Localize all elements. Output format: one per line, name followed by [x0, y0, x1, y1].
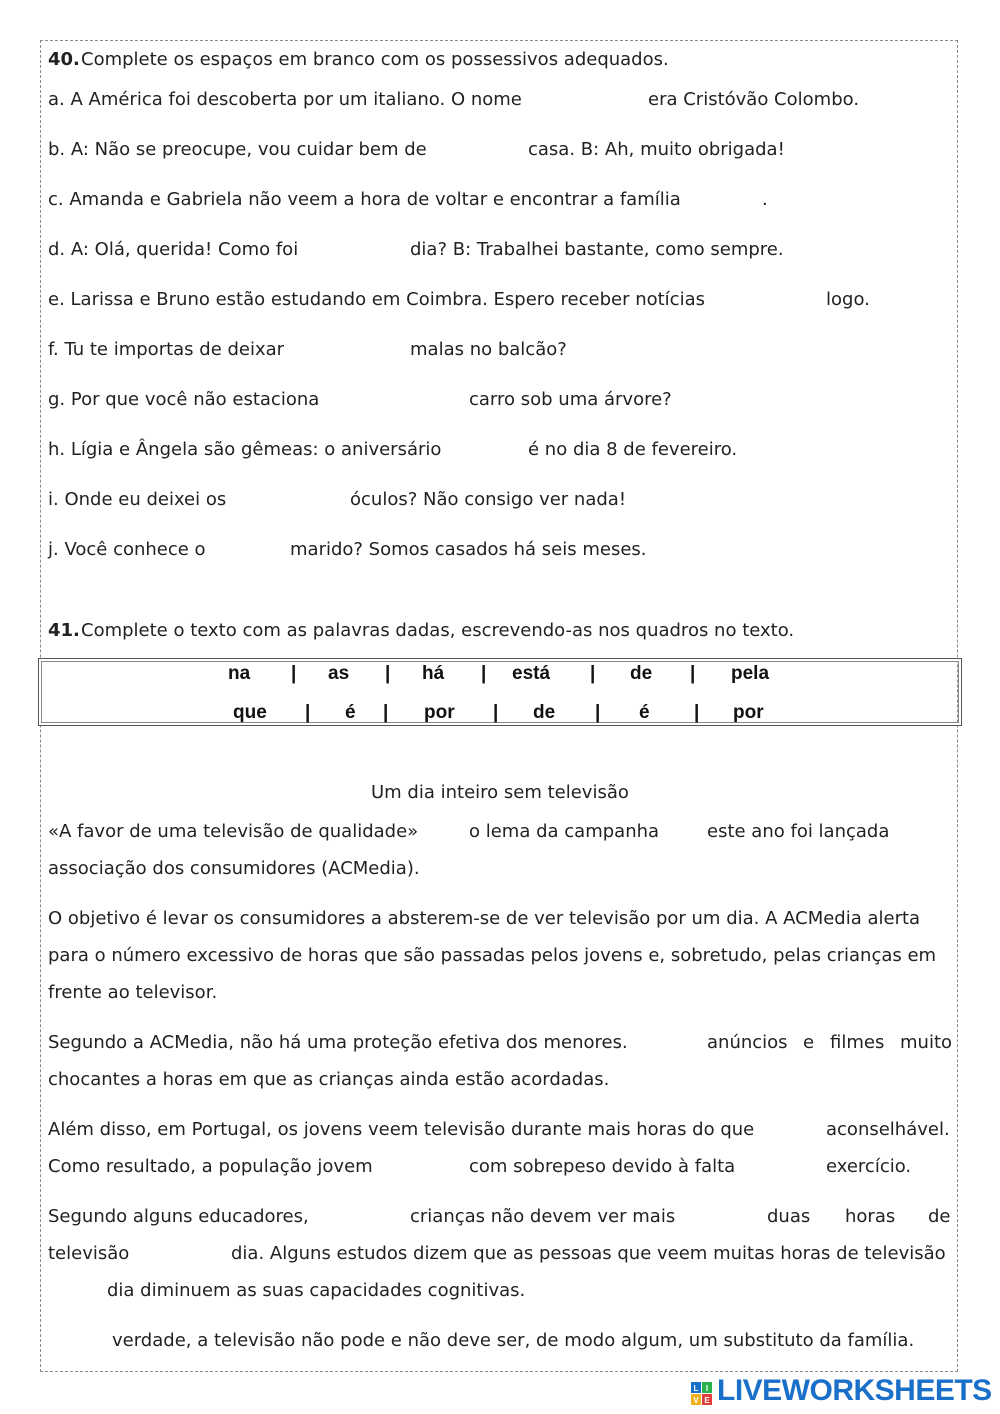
logo-mark-letter: I	[705, 1384, 709, 1393]
word-bank-word[interactable]: é	[345, 702, 356, 723]
word-bank-word[interactable]: de	[630, 663, 653, 684]
text-p6-segment: verdade, a televisão não pode e não deve ser, de modo algum, um substituto da família.	[112, 1330, 915, 1351]
word-bank-separator: |	[493, 702, 499, 723]
blank-i[interactable]	[240, 486, 344, 514]
text-p5-segment: dia. Alguns estudos dizem que as pessoas que veem muitas horas de televisão	[231, 1243, 946, 1264]
text-p2-line: frente ao televisor.	[48, 982, 218, 1003]
text-p5-segment: horas	[845, 1206, 896, 1227]
text-blank-4[interactable]	[642, 1029, 704, 1057]
sentence-i-start: i. Onde eu deixei os	[48, 489, 227, 510]
text-p3-segment: e	[803, 1032, 815, 1053]
sentence-d-start: d. A: Olá, querida! Como foi	[48, 239, 299, 260]
liveworksheets-logo-text[interactable]: LIVEWORKSHEETS	[717, 1374, 992, 1407]
text-p4-segment: aconselhável.	[826, 1119, 950, 1140]
blank-h[interactable]	[448, 436, 524, 464]
word-bank-word[interactable]: de	[533, 702, 556, 723]
sentence-g-start: g. Por que você não estaciona	[48, 389, 320, 410]
text-p5-segment: crianças não devem ver mais	[410, 1206, 676, 1227]
text-blank-2[interactable]	[666, 818, 706, 846]
blank-c[interactable]	[682, 186, 762, 214]
text-blank-6[interactable]	[390, 1153, 466, 1181]
word-bank-word[interactable]: na	[228, 663, 251, 684]
text-p3-line: chocantes a horas em que as crianças ainda estão acordadas.	[48, 1069, 610, 1090]
text-blank-12[interactable]	[48, 1327, 110, 1355]
text-p3-segment: muito	[900, 1032, 953, 1053]
word-bank-word[interactable]: por	[424, 702, 455, 723]
text-blank-10[interactable]	[138, 1240, 228, 1268]
sentence-g-end: carro sob uma árvore?	[469, 389, 672, 410]
text-p4-segment: Como resultado, a população jovem	[48, 1156, 373, 1177]
sentence-a-end: era Cristóvão Colombo.	[648, 89, 860, 110]
sentence-j-start: j. Você conhece o	[48, 539, 206, 560]
blank-b[interactable]	[444, 136, 524, 164]
blank-a[interactable]	[538, 86, 642, 114]
text-blank-7[interactable]	[752, 1153, 824, 1181]
sentence-j-end: marido? Somos casados há seis meses.	[290, 539, 647, 560]
word-bank-word[interactable]: é	[639, 702, 650, 723]
logo-mark-letter: E	[704, 1396, 710, 1405]
blank-e[interactable]	[716, 286, 820, 314]
blank-f[interactable]	[294, 336, 406, 364]
sentence-f-start: f. Tu te importas de deixar	[48, 339, 285, 360]
word-bank-separator: |	[383, 702, 389, 723]
word-bank	[38, 658, 962, 726]
word-bank-separator: |	[590, 663, 596, 684]
exercise-40-instruction: Complete os espaços em branco com os possessivos adequados.	[81, 49, 669, 70]
text-p1-segment: associação dos consumidores (ACMedia).	[48, 858, 420, 879]
word-bank-separator: |	[481, 663, 487, 684]
word-bank-separator: |	[305, 702, 311, 723]
word-bank-separator: |	[385, 663, 391, 684]
text-p3-segment: anúncios	[707, 1032, 788, 1053]
sentence-c-end: .	[762, 189, 768, 210]
text-p2-line: para o número excessivo de horas que são passadas pelos jovens e, sobretudo, pelas crianças em	[48, 945, 937, 966]
text-p5-segment: Segundo alguns educadores,	[48, 1206, 309, 1227]
text-p4-segment: com sobrepeso devido à falta	[469, 1156, 736, 1177]
text-p1-segment: o lema da campanha	[469, 821, 660, 842]
exercise-40-number: 40.	[48, 49, 80, 70]
word-bank-separator: |	[595, 702, 601, 723]
text-blank-1[interactable]	[424, 818, 466, 846]
sentence-e-start: e. Larissa e Bruno estão estudando em Coimbra. Espero receber notícias	[48, 289, 705, 310]
sentence-a-start: a. A América foi descoberta por um italiano. O nome	[48, 89, 522, 110]
liveworksheets-logo-icon	[690, 1374, 714, 1408]
sentence-e-end: logo.	[826, 289, 870, 310]
word-bank-word[interactable]: as	[328, 663, 350, 684]
text-p5-segment: televisão	[48, 1243, 130, 1264]
text-blank-5[interactable]	[762, 1116, 824, 1144]
text-p3-segment: Segundo a ACMedia, não há uma proteção efetiva dos menores.	[48, 1032, 628, 1053]
word-bank-separator: |	[291, 663, 297, 684]
sentence-b-end: casa. B: Ah, muito obrigada!	[528, 139, 785, 160]
sentence-f-end: malas no balcão?	[410, 339, 567, 360]
text-p1-segment: este ano foi lançada	[707, 821, 890, 842]
word-bank-word[interactable]: está	[512, 663, 551, 684]
text-p2-line: O objetivo é levar os consumidores a absterem-se de ver televisão por um dia. A ACMedia alerta	[48, 908, 921, 929]
text-p3-segment: filmes	[830, 1032, 885, 1053]
sentence-b-start: b. A: Não se preocupe, vou cuidar bem de	[48, 139, 427, 160]
exercise-41-number: 41.	[48, 620, 80, 641]
text-p4-segment: Além disso, em Portugal, os jovens veem televisão durante mais horas do que	[48, 1119, 755, 1140]
sentence-d-end: dia? B: Trabalhei bastante, como sempre.	[410, 239, 784, 260]
word-bank-word[interactable]: pela	[731, 663, 770, 684]
sentence-h-start: h. Lígia e Ângela são gêmeas: o aniversário	[48, 439, 442, 460]
text-p5-segment: duas	[767, 1206, 811, 1227]
blank-g[interactable]	[330, 386, 464, 414]
sentence-i-end: óculos? Não consigo ver nada!	[350, 489, 627, 510]
text-p4-segment: exercício.	[826, 1156, 912, 1177]
text-blank-8[interactable]	[324, 1203, 406, 1231]
text-blank-9[interactable]	[680, 1203, 764, 1231]
word-bank-separator: |	[694, 702, 700, 723]
blank-d[interactable]	[314, 236, 406, 264]
text-p1-segment: «A favor de uma televisão de qualidade»	[48, 821, 419, 842]
word-bank-word[interactable]: que	[233, 702, 267, 723]
text-p5-segment: dia diminuem as suas capacidades cognitivas.	[107, 1280, 526, 1301]
word-bank-word[interactable]: por	[733, 702, 764, 723]
text-blank-11[interactable]	[48, 1277, 106, 1305]
text-blank-3[interactable]	[892, 818, 954, 846]
blank-j[interactable]	[216, 536, 288, 564]
word-bank-word[interactable]: há	[422, 663, 445, 684]
sentence-c-start: c. Amanda e Gabriela não veem a hora de voltar e encontrar a família	[48, 189, 681, 210]
word-bank-separator: |	[690, 663, 696, 684]
exercise-41-instruction: Complete o texto com as palavras dadas, escrevendo-as nos quadros no texto.	[81, 620, 795, 641]
logo-mark-letter: L	[693, 1384, 699, 1393]
sentence-h-end: é no dia 8 de fevereiro.	[528, 439, 738, 460]
logo-mark-letter: V	[693, 1396, 699, 1405]
text-title: Um dia inteiro sem televisão	[371, 782, 629, 803]
text-p5-segment: de	[928, 1206, 951, 1227]
